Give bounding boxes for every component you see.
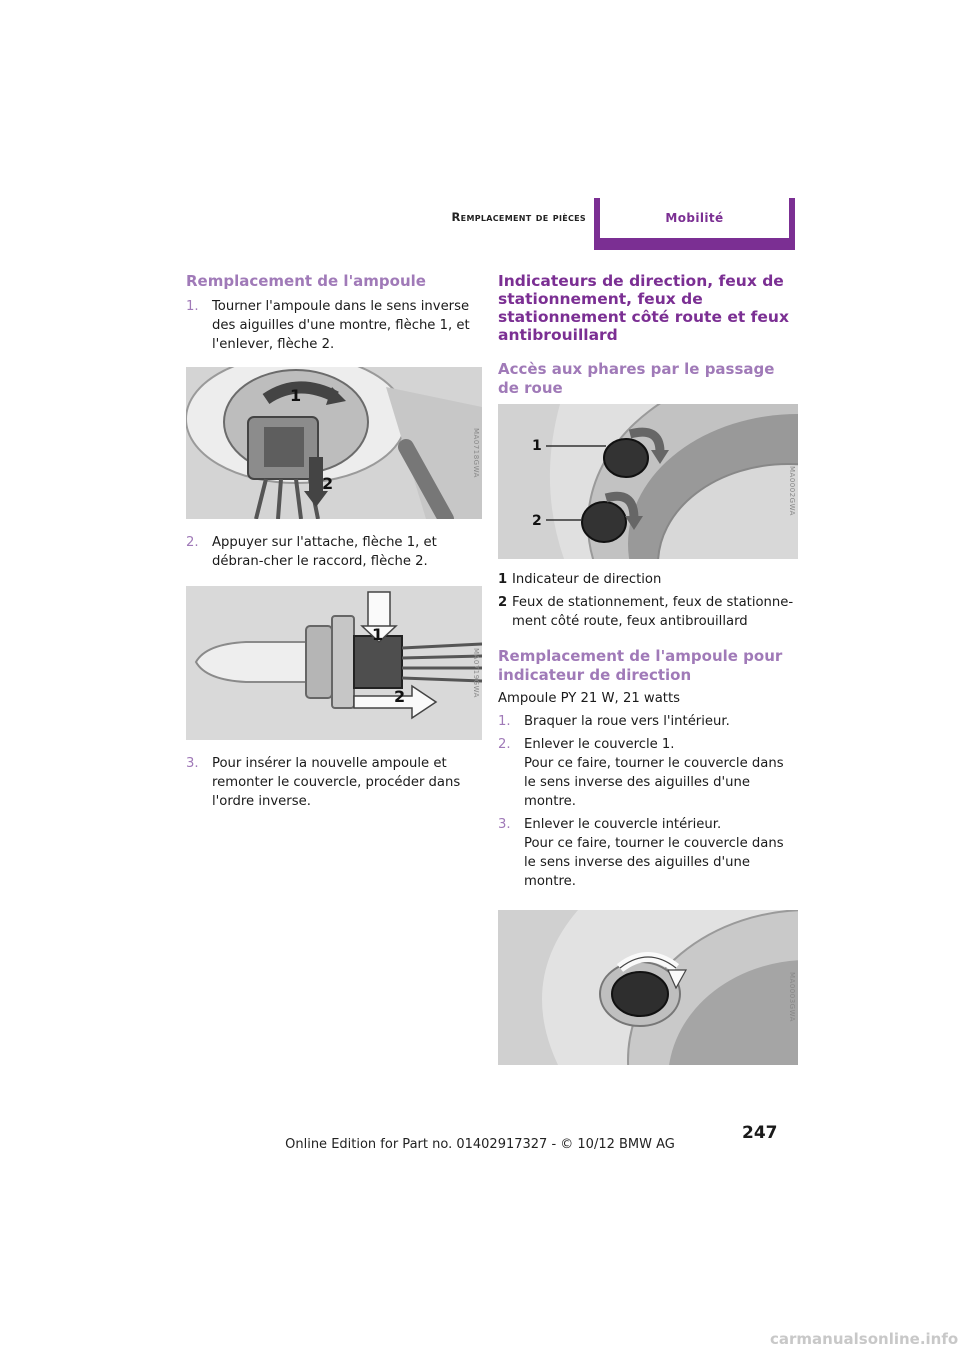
step-number: 2. bbox=[186, 535, 199, 550]
subheading-wheel-access: Accès aux phares par le passage de roue bbox=[498, 360, 775, 397]
fig3-label-2: 2 bbox=[532, 513, 542, 529]
step-number: 1. bbox=[498, 714, 511, 729]
step-detail: Pour ce faire, tourner le couvercle dans le sens inverse des aiguilles d'une montre. bbox=[524, 836, 784, 889]
step-text: Tourner l'ampoule dans le sens inverse des aiguilles d'une montre, flèche 1, et l'enlever, flèche 2. bbox=[212, 299, 470, 352]
step-text: Pour insérer la nouvelle ampoule et remonter le couvercle, procéder dans l'ordre inverse. bbox=[212, 756, 461, 809]
right-column bbox=[498, 272, 798, 1065]
fig1-label-1: 1 bbox=[290, 386, 302, 405]
chapter-tab bbox=[594, 198, 795, 250]
right-step-1 bbox=[498, 712, 798, 731]
footer-edition-note: Online Edition for Part no. 01402917327 - © 10/12 BMW AG bbox=[285, 1137, 675, 1152]
bulb-connector-figure bbox=[186, 586, 482, 740]
legend-text: Feux de stationnement, feux de stationne-ment côté route, feux antibrouillard bbox=[512, 595, 794, 629]
wheel-arch-access-figure bbox=[498, 404, 798, 559]
step-text: Enlever le couvercle 1. bbox=[524, 737, 675, 752]
step-detail: Pour ce faire, tourner le couvercle dans le sens inverse des aiguilles d'une montre. bbox=[524, 756, 784, 809]
fig4-code: MA0003GWA bbox=[788, 972, 796, 1022]
bulb-spec: Ampoule PY 21 W, 21 watts bbox=[498, 691, 680, 706]
step-number: 3. bbox=[498, 817, 511, 832]
step-text: Enlever le couvercle intérieur. bbox=[524, 817, 722, 832]
legend-item-1 bbox=[498, 570, 798, 589]
left-column bbox=[186, 272, 482, 811]
step-number: 3. bbox=[186, 756, 199, 771]
headlamp-bulb-figure bbox=[186, 367, 482, 519]
inner-cover-figure bbox=[498, 910, 798, 1065]
wheel-arch-illustration bbox=[498, 404, 798, 559]
right-heading: Indicateurs de direction, feux de stationnement, feux de stationnement côté route et feux antibrouillard bbox=[498, 272, 789, 344]
right-step-2 bbox=[498, 735, 798, 811]
legend-item-2 bbox=[498, 593, 798, 631]
watermark: carmanualsonline.info bbox=[770, 1330, 959, 1348]
legend-text: Indicateur de direction bbox=[512, 572, 662, 587]
left-step-2 bbox=[186, 533, 482, 571]
chapter-tab-label: Mobilité bbox=[665, 211, 724, 225]
inner-cover-illustration bbox=[498, 910, 798, 1065]
fig3-label-1: 1 bbox=[532, 438, 542, 454]
fig2-code: MA0719GWA bbox=[472, 647, 480, 698]
left-heading: Remplacement de l'ampoule bbox=[186, 272, 426, 290]
headlamp-bulb-illustration bbox=[186, 367, 482, 519]
step-text: Appuyer sur l'attache, flèche 1, et débran-cher le raccord, flèche 2. bbox=[212, 535, 437, 569]
left-step-1 bbox=[186, 297, 482, 354]
page-number: 247 bbox=[742, 1123, 778, 1143]
step-text: Braquer la roue vers l'intérieur. bbox=[524, 714, 730, 729]
subheading-turn-signal: Remplacement de l'ampoule pour indicateur de direction bbox=[498, 647, 783, 684]
legend-number: 2 bbox=[498, 595, 508, 610]
running-header: Remplacement de pièces bbox=[451, 210, 586, 224]
bulb-connector-illustration bbox=[186, 586, 482, 740]
step-number: 1. bbox=[186, 299, 199, 314]
fig2-label-2: 2 bbox=[394, 687, 406, 706]
right-step-3 bbox=[498, 815, 798, 891]
fig3-code: MA0002GWA bbox=[788, 466, 796, 516]
fig1-label-2: 2 bbox=[322, 474, 334, 493]
left-step-3 bbox=[186, 754, 482, 811]
step-number: 2. bbox=[498, 737, 511, 752]
legend-number: 1 bbox=[498, 572, 508, 587]
fig1-code: MA0718GWA bbox=[472, 427, 480, 478]
fig2-label-1: 1 bbox=[372, 625, 384, 644]
